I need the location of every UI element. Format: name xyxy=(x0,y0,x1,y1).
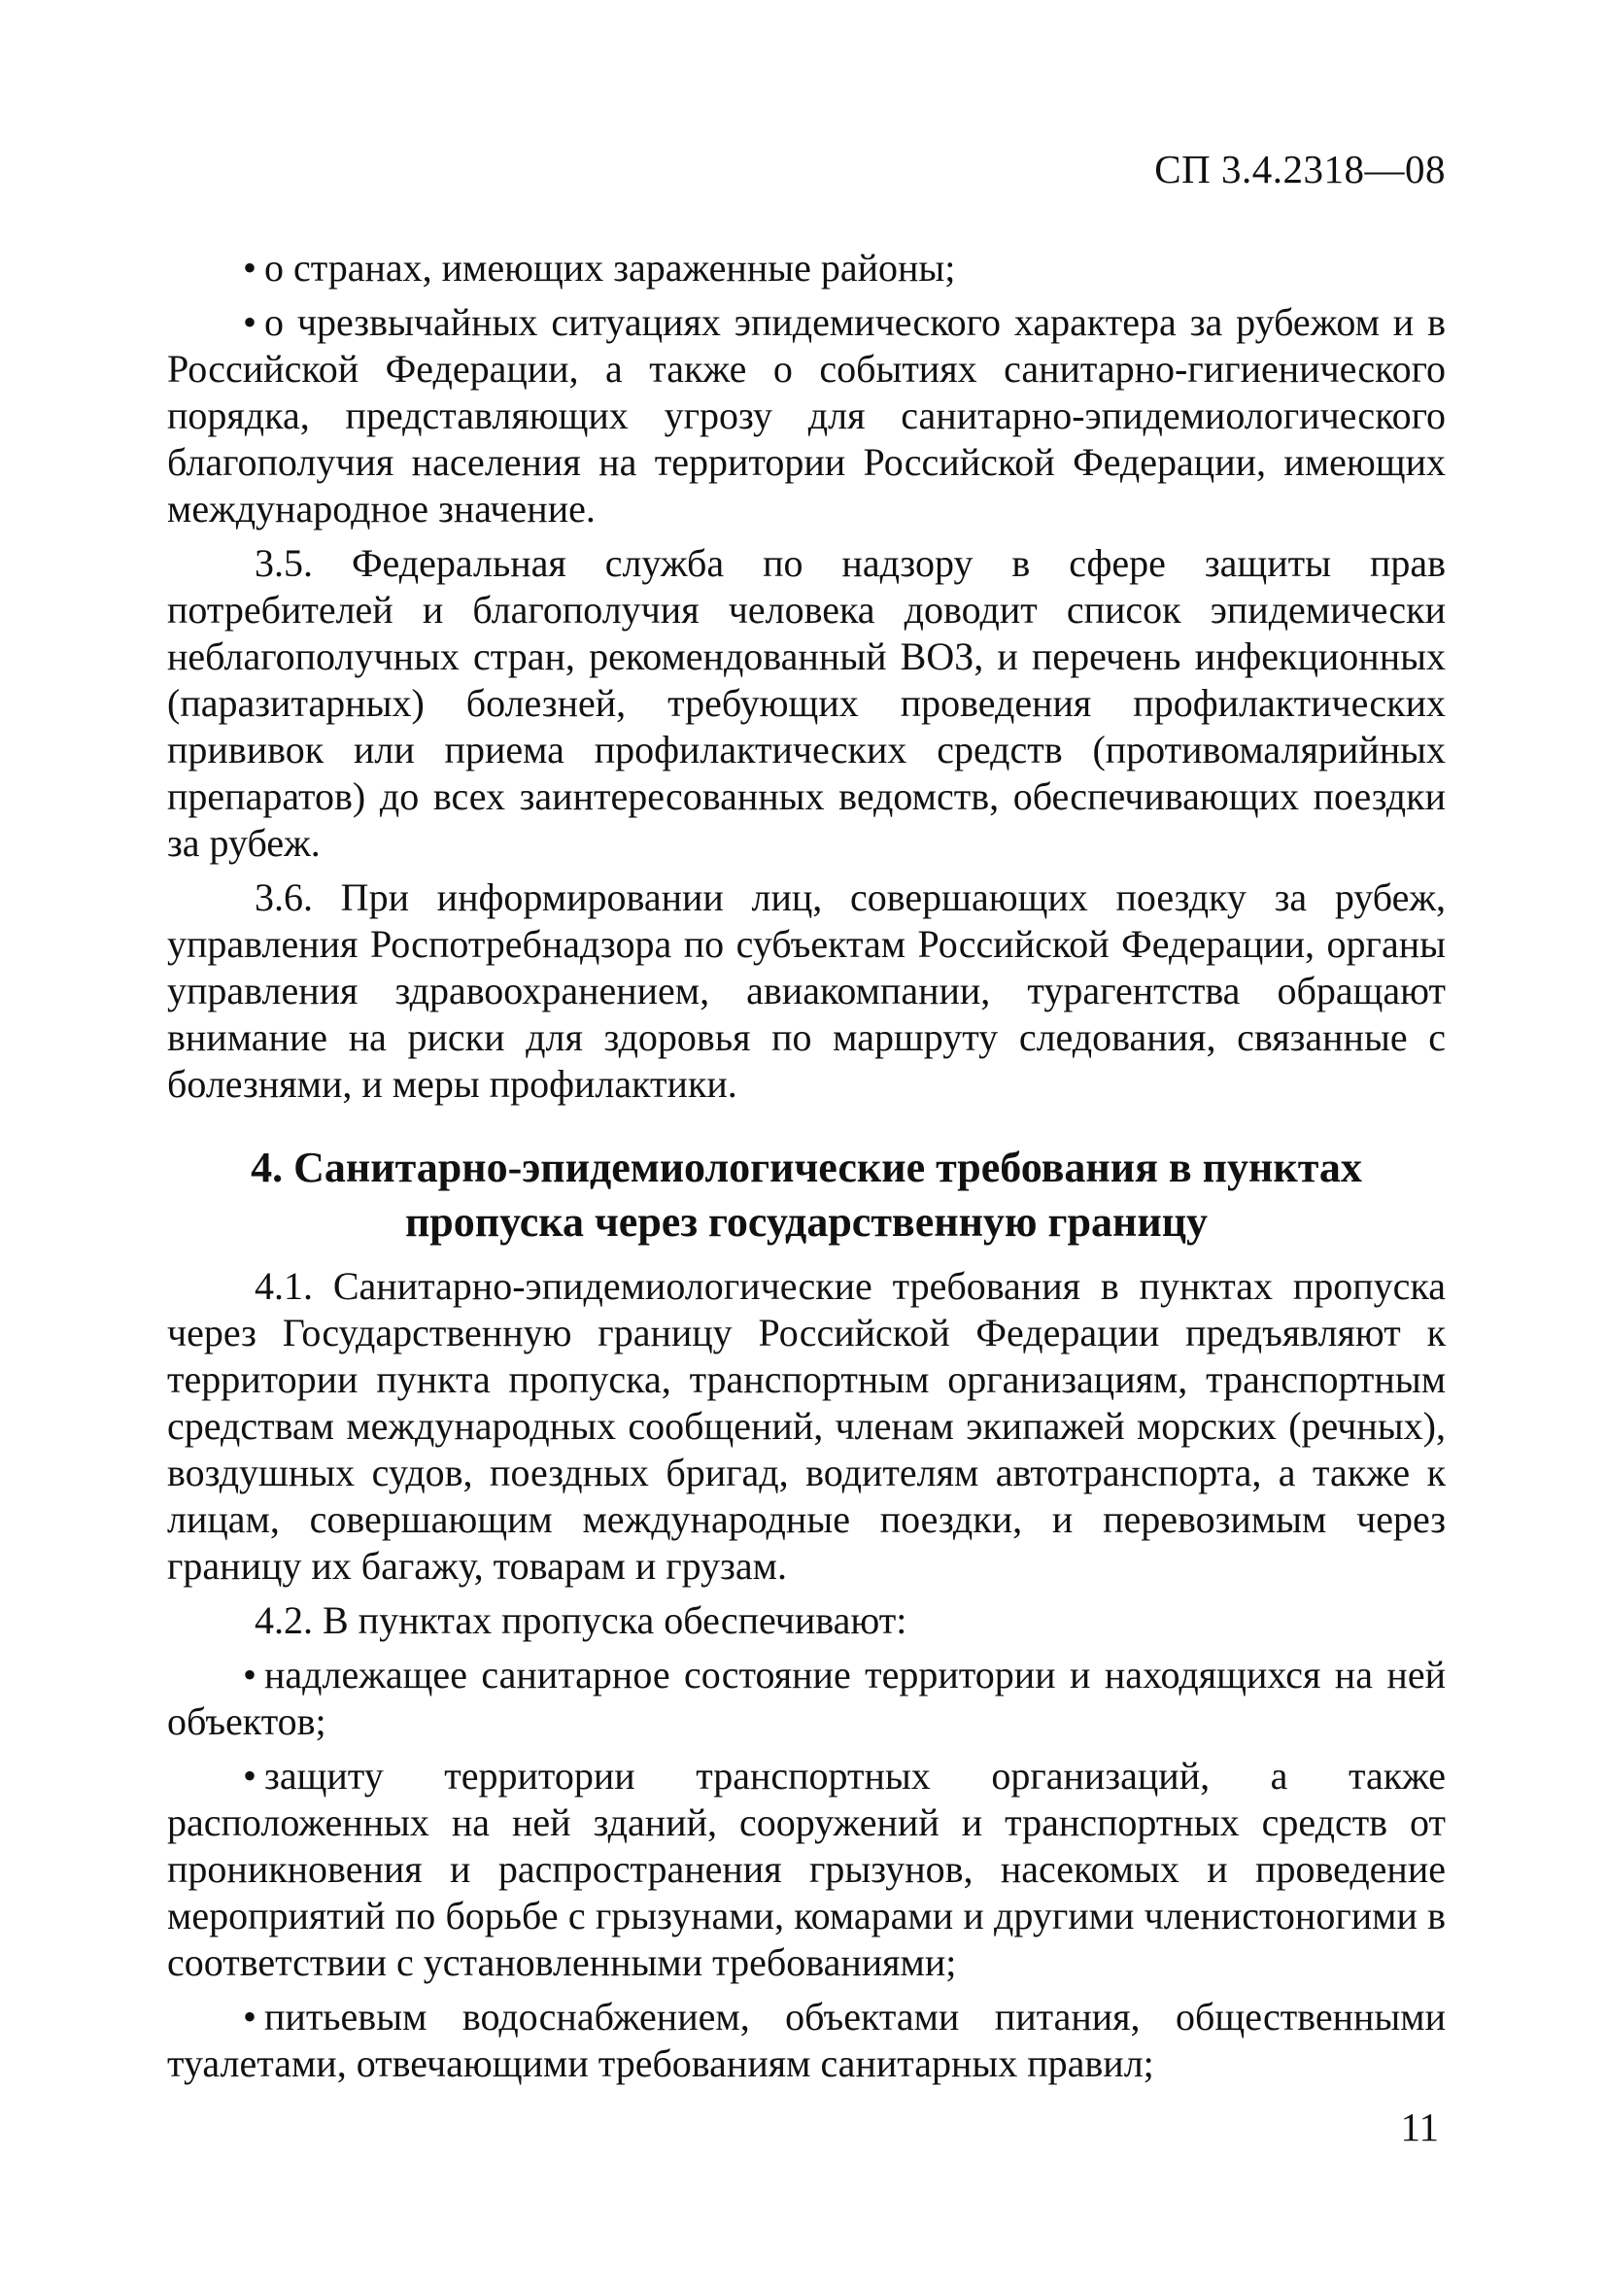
bullet-icon: • xyxy=(243,1995,257,2039)
page-body xyxy=(167,245,1446,2095)
bullet-text: надлежащее санитарное состояние территории и находящихся на ней объектов; xyxy=(167,1653,1446,1743)
bullet-text: защиту территории транспортных организаций, а также расположенных на ней зданий, сооружений и транспортных средств от проникновения и распространения грызунов, насекомых и проведение мероприятий по борьбе с грызунами, комарами и другими членистоногими в соответствии с установленными требованиями; xyxy=(167,1754,1446,1984)
bullet-icon: • xyxy=(243,300,257,344)
bullet-item xyxy=(167,299,1446,532)
paragraph-4-2: 4.2. В пунктах пропуска обеспечивают: xyxy=(255,1598,907,1642)
paragraph-3-5: 3.5. Федеральная служба по надзору в сфере защиты прав потребителей и благополучия человека доводит список эпидемически неблагополучных стран, рекомендованный ВОЗ, и перечень инфекционных (паразитарных) болезней, требующих проведения профилактических прививок или приема профилактических средств (противомалярийных препаратов) до всех заинтересованных ведомств, обеспечивающих поездки за рубеж. xyxy=(167,541,1446,865)
page-number: 11 xyxy=(1400,2105,1439,2149)
paragraph-3-6: 3.6. При информировании лиц, совершающих поездку за рубеж, управления Роспотребнадзора по субъектам Российской Федерации, органы управления здравоохранением, авиакомпании, турагентства обращают внимание на риски для здоровья по маршруту следования, связанные с болезнями, и меры профилактики. xyxy=(167,875,1446,1106)
document-code: СП 3.4.2318—08 xyxy=(1154,147,1446,191)
bullet-icon: • xyxy=(243,246,257,290)
bullet-icon: • xyxy=(243,1754,257,1798)
bullet-text: о чрезвычайных ситуациях эпидемического характера за рубежом и в Российской Федерации, а также о событиях санитарно-гигиенического порядка, представляющих угрозу для санитарно-эпидемиологического благополучия населения на территории Российской Федерации, имеющих международное значение. xyxy=(167,300,1446,531)
bullet-item xyxy=(167,1994,1446,2087)
paragraph-4-1: 4.1. Санитарно-эпидемиологические требования в пунктах пропуска через Государственную границу Российской Федерации предъявляют к территории пункта пропуска, транспортным организациям, транспортным средствам международных сообщений, членам экипажей морских (речных), воздушных судов, поездных бригад, водителям автотранспорта, а также к лицам, совершающим международные поездки, и перевозимым через границу их багажу, товарам и грузам. xyxy=(167,1264,1446,1588)
bullet-text: питьевым водоснабжением, объектами питания, общественными туалетами, отвечающими требованиям санитарных правил; xyxy=(167,1995,1446,2085)
section-heading: 4. Санитарно-эпидемиологические требования в пунктах пропуска через государственную границу xyxy=(251,1144,1362,1246)
bullet-icon: • xyxy=(243,1653,257,1696)
bullet-item xyxy=(167,1652,1446,1745)
bullet-text: о странах, имеющих зараженные районы; xyxy=(264,246,956,290)
bullet-item xyxy=(167,245,1446,291)
bullet-item xyxy=(167,1753,1446,1986)
